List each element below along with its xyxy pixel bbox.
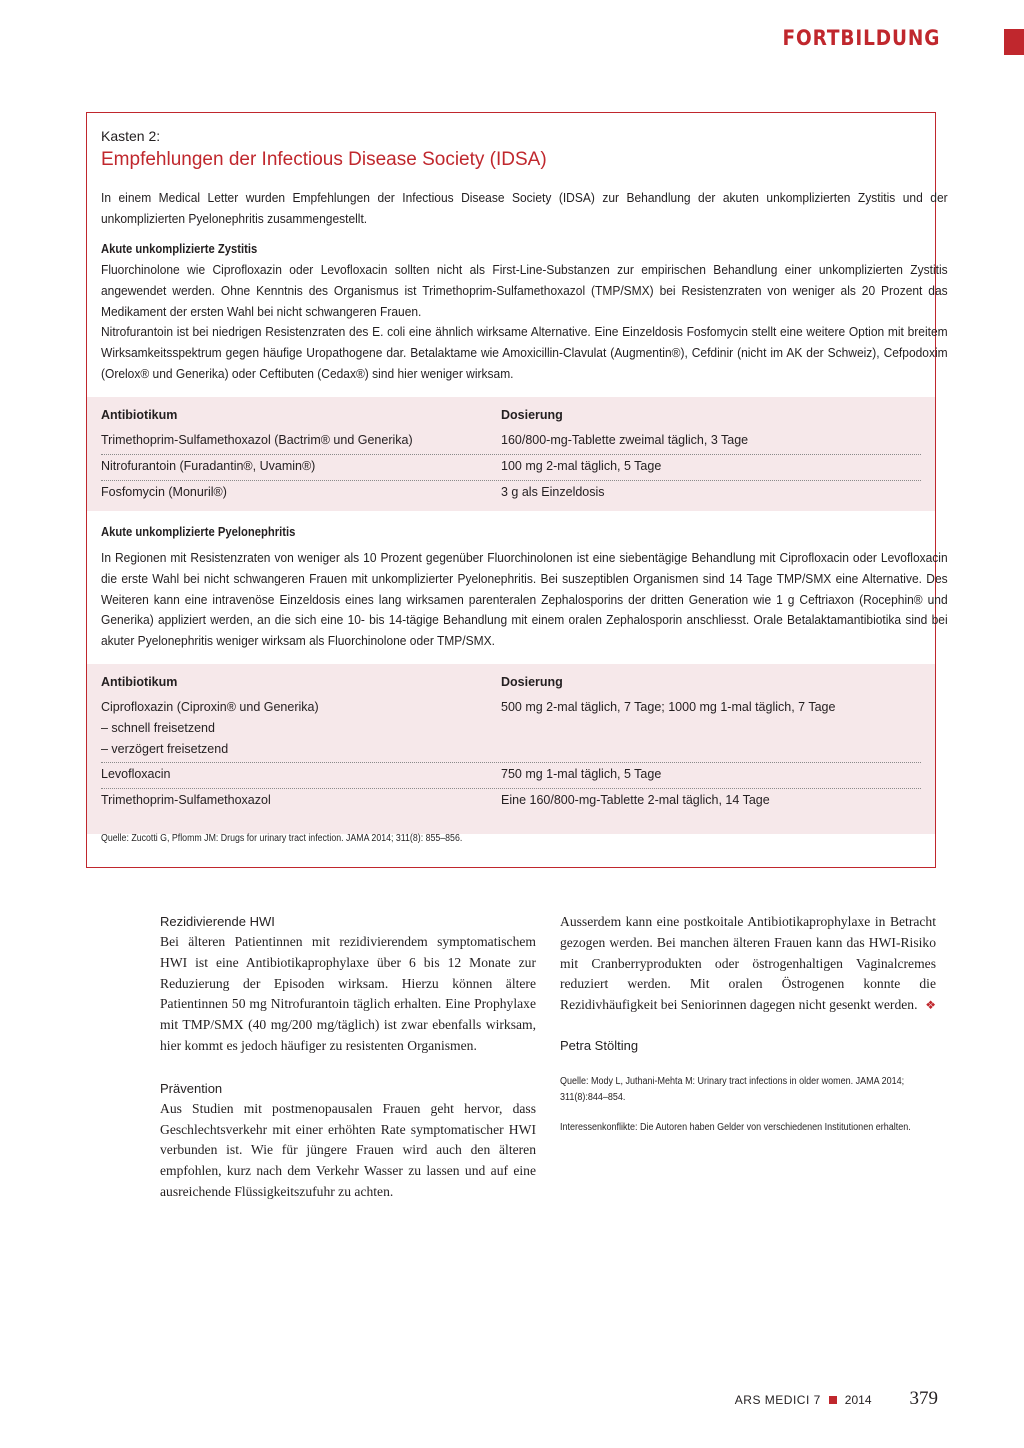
praevention-text: Aus Studien mit postmenopausalen Frauen geht hervor, dass Geschlechtsverkehr mit einer erhöhten Rate symptomatischer HWI verbunden ist. Wie für jüngere Frauen wird auch den älteren empfohlen, kurz nach dem Verkehr Wasser zu lassen und auf eine ausreichende Flüssigkeitszufuhr zu achten. [160, 1100, 536, 1199]
table-header-antibiotic: Antibiotikum [101, 408, 178, 422]
table-cell [101, 697, 491, 759]
table-cell: 750 mg 1-mal täglich, 5 Tage [501, 767, 662, 781]
pyelonephritis-heading: Akute unkomplizierte Pyelonephritis [101, 525, 296, 539]
box-title: Empfehlungen der Infectious Disease Society (IDSA) [101, 149, 547, 170]
page-number: 379 [909, 1388, 938, 1409]
section-title: FORTBILDUNG [782, 26, 940, 50]
zystitis-heading: Akute unkomplizierte Zystitis [101, 242, 258, 256]
table-cell: Eine 160/800-mg-Tablette 2-mal täglich, 14 Tage [501, 793, 770, 807]
row-divider [101, 788, 921, 789]
zystitis-text [101, 260, 948, 385]
table-header-dosage: Dosierung [501, 675, 563, 689]
info-box [86, 112, 948, 868]
zystitis-paragraph-2: Nitrofurantoin ist bei niedrigen Resistenzraten des E. coli eine ähnlich wirksame Alternative. Eine Einzeldosis Fosfomycin stellt eine weitere Option mit breitem Wirksamkeitsspektrum gegen häufige Uropathogene dar. Betalaktame wie Amoxicillin-Clavulat (Augmentin®), Cefdinir (nicht im AK der Schweiz), Cefpodoxim (Orelox® und Generika) oder Ceftibuten (Cedax®) sind hier weniger wirksam. [101, 325, 948, 381]
drug-variant: – verzögert freisetzend [101, 741, 229, 756]
table-cell: Trimethoprim-Sulfamethoxazol [101, 793, 271, 807]
author: Petra Stölting [560, 1037, 639, 1053]
table-header-antibiotic: Antibiotikum [101, 675, 178, 689]
table-cell: 100 mg 2-mal täglich, 5 Tage [501, 459, 662, 473]
journal-year: 2014 [844, 1393, 872, 1407]
table-cell: 3 g als Einzeldosis [501, 485, 605, 499]
zystitis-paragraph-1: Fluorchinolone wie Ciprofloxazin oder Levofloxacin sollten nicht als First-Line-Substanzen zur empirischen Behandlung einer unkomplizierten Zystitis angewendet werden. Ohne Kenntnis des Organismus ist Trimethoprim-Sulfamethoxazol (TMP/SMX) bei Resistenzraten von weniger als 20 Prozent das Medikament der ersten Wahl bei nicht schwangeren Frauen. [101, 263, 948, 319]
table-cell: Fosfomycin (Monuril®) [101, 485, 227, 499]
table-cell: 160/800-mg-Tablette zweimal täglich, 3 Tage [501, 433, 749, 447]
row-divider [101, 454, 921, 455]
drug-variant: – schnell freisetzend [101, 720, 215, 735]
continued-text: Ausserdem kann eine postkoitale Antibiotikaprophylaxe in Betracht gezogen werden. Bei manchen älteren Frauen kann das HWI-Risiko mit Cranberryprodukten oder östrogenhaltigen Vaginalcremes reduziert werden. Mit oralen Östrogenen konnte die Rezidivhäufigkeit bei Seniorinnen dagegen nicht gesenkt werden. [560, 914, 936, 1013]
table-cell: Nitrofurantoin (Furadantin®, Uvamin®) [101, 459, 316, 473]
dosage-table-zystitis [87, 397, 935, 511]
rezidiv-text: Bei älteren Patientinnen mit rezidivierendem symptomatischem HWI ist eine Antibiotikaprophylaxe über 6 bis 12 Monate zur Reduzierung der Episoden wirksam. Hierzu können ältere Patientinnen 50 mg Nitrofurantoin täglich erhalten. Eine Prophylaxe mit TMP/SMX (40 mg/200 mg/täglich) ist zwar ebenfalls wirksam, hier kommt es jedoch häufiger zu resistenten Organismen. [160, 934, 536, 1053]
box-kicker: Kasten 2: [101, 128, 161, 144]
pyelonephritis-text: In Regionen mit Resistenzraten von weniger als 10 Prozent gegenüber Fluorchinolonen ist eine siebentägige Behandlung mit Ciprofloxacin oder Levofloxacin die erste Wahl bei nicht schwangeren Frauen mit unkomplizierter Pyelonephritis. Bei suszeptiblen Organismen sind 14 Tage TMP/SMX eine Alternative. Des Weiteren kann eine intravenöse Einzeldosis eines lang wirksamen parenteralen Zephalosporins der dritten Generation wie 1 g Ceftriaxon (Rocephin® und Generika) appliziert werden, an die sich eine 10- bis 14-tägige Behandlung mit einem oralen Zephalosporin anschliesst. Orale Betalaktamantibiotika sind bei akuter Pyelonephritis weniger wirksam als Fluorchinolone oder TMP/SMX. [101, 551, 948, 649]
row-divider [101, 480, 921, 481]
body-column-right [560, 912, 936, 1136]
rezidiv-heading: Rezidivierende HWI [160, 914, 275, 929]
table-cell: Trimethoprim-Sulfamethoxazol (Bactrim® und Generika) [101, 433, 413, 447]
right-text [560, 912, 936, 1016]
box-intro: In einem Medical Letter wurden Empfehlungen der Infectious Disease Society (IDSA) zur Behandlung der akuten unkomplizierten Zystitis und der unkomplizierten Pyelonephritis zusammengestellt. [101, 191, 948, 226]
section-color-block [1004, 29, 1024, 55]
drug-name: Ciprofloxazin (Ciproxin® und Generika) [101, 700, 319, 714]
body-column-left [160, 912, 536, 1203]
conflict-of-interest: Interessenkonflikte: Die Autoren haben Gelder von verschiedenen Institutionen erhalten. [560, 1121, 911, 1133]
table-cell: 500 mg 2-mal täglich, 7 Tage; 1000 mg 1-mal täglich, 7 Tage [501, 700, 836, 714]
footer-square-icon [829, 1396, 837, 1404]
praevention-heading: Prävention [160, 1080, 223, 1096]
row-divider [101, 762, 921, 763]
end-mark-icon: ❖ [925, 998, 936, 1013]
page-footer [735, 1388, 938, 1410]
journal-name: ARS MEDICI 7 [734, 1393, 821, 1407]
box-source: Quelle: Zucotti G, Pflomm JM: Drugs for urinary tract infection. JAMA 2014; 311(8): 855–856. [101, 833, 463, 844]
table-cell: Levofloxacin [101, 767, 171, 781]
article-source: Quelle: Mody L, Juthani-Mehta M: Urinary tract infections in older women. JAMA 2014; 311(8):844–854. [560, 1075, 905, 1103]
table-header-dosage: Dosierung [501, 408, 563, 422]
dosage-table-pyelonephritis [87, 664, 935, 834]
